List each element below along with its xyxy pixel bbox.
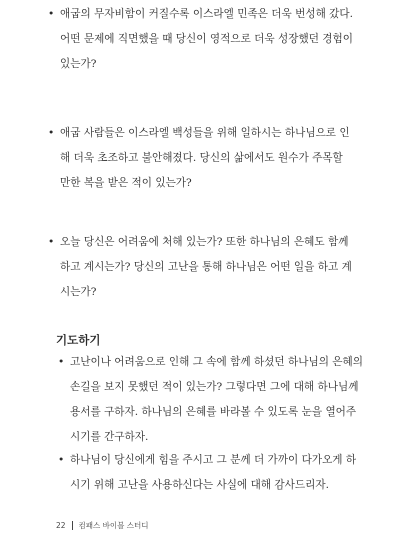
text-line: 있는가?: [60, 58, 97, 70]
prayer-item-2: [58, 448, 360, 498]
page-number: 22: [56, 521, 66, 530]
book-title: 컴패스 바이블 스터디: [78, 521, 149, 530]
bullet: •: [58, 454, 65, 466]
text-line: 시는가?: [60, 286, 97, 298]
prayer-heading: 기도하기: [56, 333, 101, 347]
question-3: [48, 230, 360, 305]
bullet: •: [58, 356, 65, 368]
text-line: 오늘 당신은 어려움에 처해 있는가? 또한 하나님의 은혜도 함께: [60, 236, 349, 248]
text-line: 하나님이 당신에게 힘을 주시고 그 분께 더 가까이 다가오게 하: [70, 454, 357, 466]
prayer-item-1: [58, 350, 364, 450]
page-footer: [56, 520, 149, 531]
footer-divider: [72, 521, 73, 530]
text-line: 어떤 문제에 직면했을 때 당신이 영적으로 더욱 성장했던 경험이: [60, 33, 354, 45]
text-line: 하고 계시는가? 당신의 고난을 통해 하나님은 어떤 일을 하고 계: [60, 261, 352, 273]
text-line: 고난이나 어려움으로 인해 그 속에 함께 하셨던 하나님의 은혜의: [70, 356, 364, 368]
text-line: 만한 복을 받은 적이 있는가?: [60, 177, 192, 189]
text-line: 해 더욱 초조하고 불안해졌다. 당신의 삶에서도 원수가 주목할: [60, 152, 343, 164]
text-line: 시기 위해 고난을 사용하신다는 사실에 대해 감사드리자.: [70, 479, 329, 491]
bullet: •: [48, 127, 55, 139]
text-line: 손길을 보지 못했던 적이 있는가? 그렇다면 그에 대해 하나님께: [70, 381, 359, 393]
question-1: [48, 2, 360, 77]
bullet: •: [48, 236, 55, 248]
bullet: •: [48, 8, 55, 20]
text-line: 용서를 구하자. 하나님의 은혜를 바라볼 수 있도록 눈을 열어주: [70, 406, 357, 418]
text-line: 애굽의 무자비함이 커질수록 이스라엘 민족은 더욱 번성해 갔다.: [60, 8, 354, 20]
question-2: [48, 121, 360, 196]
text-line: 시기를 간구하자.: [70, 431, 149, 443]
text-line: 애굽 사람들은 이스라엘 백성들을 위해 일하시는 하나님으로 인: [60, 127, 350, 139]
